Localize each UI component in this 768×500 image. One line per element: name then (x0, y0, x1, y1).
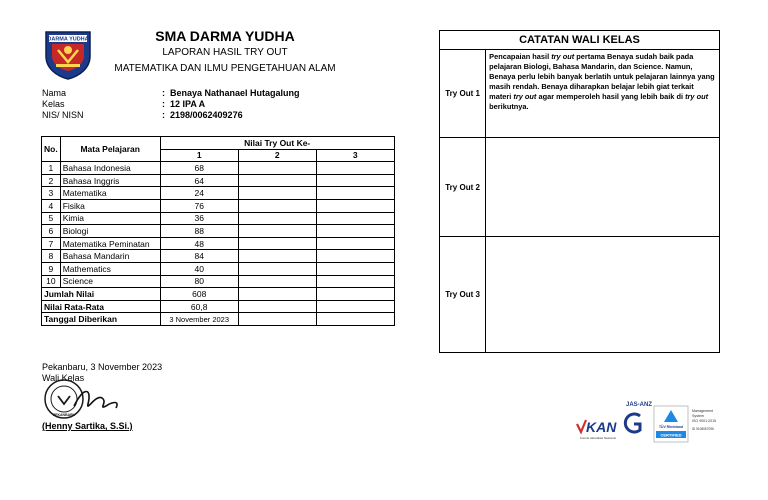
row-number: 4 (42, 199, 61, 212)
student-class-row (42, 99, 300, 110)
grade-row (42, 187, 395, 200)
certification-logos (574, 398, 724, 446)
row-number: 2 (42, 174, 61, 187)
row-number: 5 (42, 212, 61, 225)
date-value-1: 3 November 2023 (160, 313, 238, 326)
tryout-label-2: Try Out 2 (440, 138, 486, 237)
average-row (42, 300, 395, 313)
info-label: NIS/ NISN (42, 110, 84, 120)
total-value-3 (316, 288, 394, 301)
student-class: 12 IPA A (170, 99, 206, 109)
score-tryout-2 (238, 187, 316, 200)
grade-row (42, 262, 395, 275)
info-separator: : (162, 88, 165, 98)
score-tryout-2 (238, 262, 316, 275)
student-nis-row (42, 110, 300, 121)
grade-row (42, 225, 395, 238)
subject-name: Science (60, 275, 160, 288)
score-tryout-1: 80 (160, 275, 238, 288)
signer-name: (Henny Sartika, S.Si.) (42, 421, 133, 431)
row-number: 7 (42, 237, 61, 250)
score-tryout-3 (316, 187, 394, 200)
tryout-note-1 (486, 50, 720, 138)
col-number-2: 2 (238, 149, 316, 162)
tryout-label-3: Try Out 3 (440, 237, 486, 353)
average-value-3 (316, 300, 394, 313)
subject-name: Mathematics (60, 262, 160, 275)
grade-row (42, 174, 395, 187)
score-tryout-1: 36 (160, 212, 238, 225)
date-value-2 (238, 313, 316, 326)
note-emphasis: try out (685, 92, 709, 101)
info-separator: : (162, 99, 165, 109)
score-tryout-1: 76 (160, 199, 238, 212)
average-value-2 (238, 300, 316, 313)
subject-name: Fisika (60, 199, 160, 212)
score-tryout-3 (316, 262, 394, 275)
info-label: Kelas (42, 99, 65, 109)
school-logo (42, 30, 94, 80)
score-tryout-2 (238, 275, 316, 288)
score-tryout-2 (238, 174, 316, 187)
student-name-row (42, 88, 300, 99)
grade-row (42, 199, 395, 212)
subject-name: Bahasa Inggris (60, 174, 160, 187)
total-row (42, 288, 395, 301)
subject-name: Bahasa Indonesia (60, 162, 160, 175)
subject-name: Kimia (60, 212, 160, 225)
notes-title: CATATAN WALI KELAS (440, 31, 720, 50)
row-number: 9 (42, 262, 61, 275)
subject-name: Biologi (60, 225, 160, 238)
tryout-note-3 (486, 237, 720, 353)
col-no-header: No. (42, 137, 61, 162)
svg-text:Management: Management (692, 409, 713, 413)
report-title: LAPORAN HASIL TRY OUT (162, 47, 288, 58)
tryout-note-2 (486, 138, 720, 237)
note-emphasis: try out (551, 52, 575, 61)
subject-name: Matematika (60, 187, 160, 200)
score-tryout-3 (316, 275, 394, 288)
grade-row (42, 237, 395, 250)
score-tryout-1: 40 (160, 262, 238, 275)
score-tryout-2 (238, 237, 316, 250)
score-tryout-3 (316, 174, 394, 187)
score-tryout-2 (238, 250, 316, 263)
notes-row-3 (440, 237, 720, 353)
grade-row (42, 275, 395, 288)
svg-text:CERTIFIED: CERTIFIED (660, 432, 682, 438)
score-tryout-1: 64 (160, 174, 238, 187)
grade-row (42, 250, 395, 263)
col-number-1: 1 (160, 149, 238, 162)
note-text: pertama Benaya sudah baik pada pelajaran Biologi, Bahasa Mandarin, dan Science. Namun, Benaya perlu lebih banyak berlatih untuk pelajaran lainnya yang masih rendah. Benaya diharapkan belajar lebih giat terkait materi (489, 52, 715, 101)
place-date: Pekanbaru, 3 November 2023 (42, 362, 163, 372)
score-tryout-3 (316, 212, 394, 225)
svg-text:KAN: KAN (586, 419, 617, 435)
date-row (42, 313, 395, 326)
note-emphasis: try out (513, 92, 537, 101)
homeroom-notes-table (439, 30, 720, 353)
svg-text:PEKANBARU: PEKANBARU (52, 413, 76, 417)
subject-group: MATEMATIKA DAN ILMU PENGETAHUAN ALAM (114, 63, 336, 74)
svg-text:DARMA YUDHA: DARMA YUDHA (47, 36, 89, 43)
student-name: Benaya Nathanael Hutagalung (170, 88, 300, 98)
score-tryout-2 (238, 162, 316, 175)
student-info (42, 88, 300, 121)
score-tryout-2 (238, 225, 316, 238)
subject-name: Matematika Peminatan (60, 237, 160, 250)
row-number: 6 (42, 225, 61, 238)
school-name: SMA DARMA YUDHA (155, 28, 295, 44)
grade-row (42, 162, 395, 175)
row-number: 10 (42, 275, 61, 288)
tryout-label-1: Try Out 1 (440, 50, 486, 138)
score-tryout-3 (316, 199, 394, 212)
col-number-3: 3 (316, 149, 394, 162)
score-tryout-2 (238, 212, 316, 225)
grades-header-row (42, 137, 395, 150)
total-label: Jumlah Nilai (42, 288, 161, 301)
average-value-1: 60,8 (160, 300, 238, 313)
score-tryout-1: 88 (160, 225, 238, 238)
grade-row (42, 212, 395, 225)
svg-text:ID 9108067096: ID 9108067096 (692, 427, 714, 431)
total-value-2 (238, 288, 316, 301)
info-label: Nama (42, 88, 67, 98)
row-number: 1 (42, 162, 61, 175)
score-tryout-1: 24 (160, 187, 238, 200)
score-tryout-1: 84 (160, 250, 238, 263)
signer-role: Wali Kelas (42, 373, 85, 383)
student-nis: 2198/0062409276 (170, 110, 243, 120)
row-number: 8 (42, 250, 61, 263)
stamp-signature (44, 376, 124, 422)
score-tryout-3 (316, 250, 394, 263)
date-label: Tanggal Diberikan (42, 313, 161, 326)
svg-text:TÜV Rheinland: TÜV Rheinland (658, 425, 684, 429)
average-label: Nilai Rata-Rata (42, 300, 161, 313)
notes-row-1 (440, 50, 720, 138)
score-tryout-1: 68 (160, 162, 238, 175)
svg-text:ISO 9001:2015: ISO 9001:2015 (692, 419, 717, 423)
score-tryout-2 (238, 199, 316, 212)
score-tryout-3 (316, 162, 394, 175)
notes-title-row (440, 31, 720, 50)
svg-text:Komite Akreditasi Nasional: Komite Akreditasi Nasional (580, 436, 616, 440)
grade-rows (42, 162, 395, 288)
score-tryout-3 (316, 225, 394, 238)
svg-text:JAS-ANZ: JAS-ANZ (626, 402, 653, 408)
grades-table (41, 136, 395, 326)
col-group-header: Nilai Try Out Ke- (160, 137, 394, 150)
total-value-1: 608 (160, 288, 238, 301)
subject-name: Bahasa Mandarin (60, 250, 160, 263)
note-text: Pencapaian hasil (489, 52, 552, 61)
info-separator: : (162, 110, 165, 120)
note-text: berikutnya. (489, 102, 529, 111)
row-number: 3 (42, 187, 61, 200)
score-tryout-3 (316, 237, 394, 250)
notes-row-2 (440, 138, 720, 237)
note-text: agar memperoleh hasil yang lebih baik di (536, 92, 686, 101)
svg-text:System: System (692, 414, 704, 418)
col-subject-header: Mata Pelajaran (60, 137, 160, 162)
date-value-3 (316, 313, 394, 326)
score-tryout-1: 48 (160, 237, 238, 250)
